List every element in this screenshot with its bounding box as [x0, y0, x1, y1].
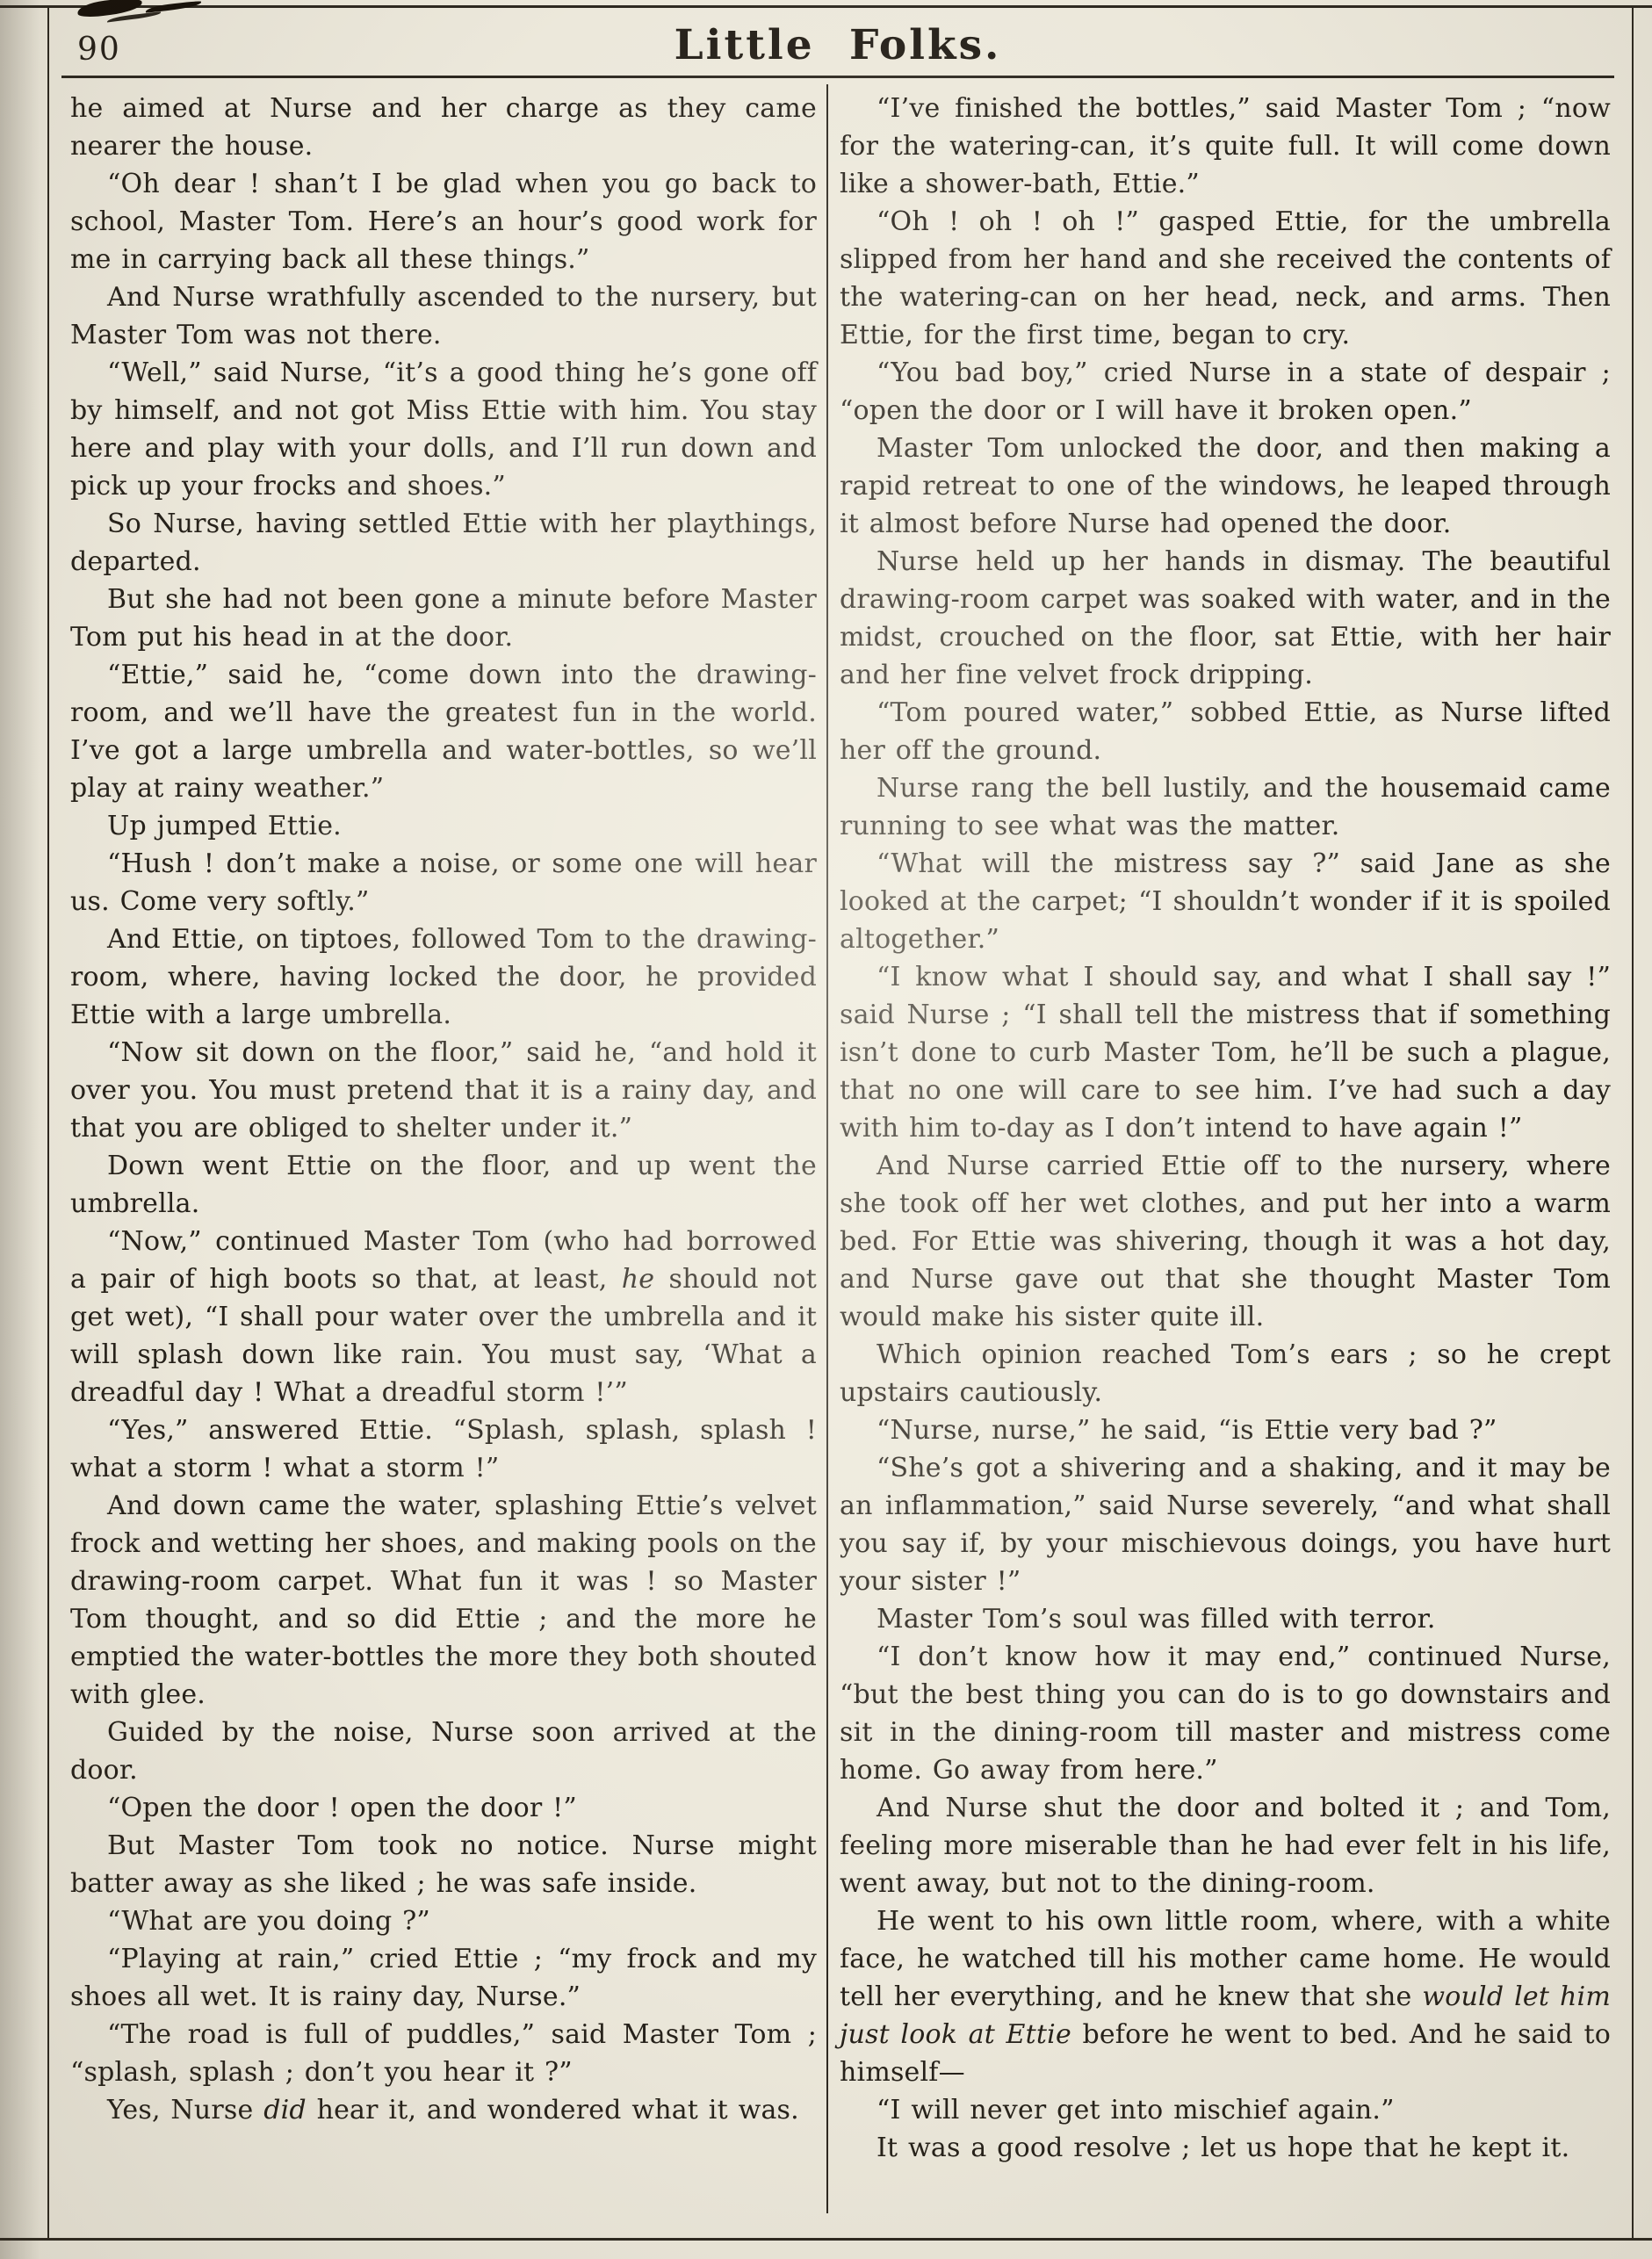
- text-run: “Nurse, nurse,” he said, “is Ettie very bad ?”: [876, 1415, 1497, 1446]
- emphasized-text: did: [263, 2095, 307, 2125]
- story-paragraph: [840, 694, 1611, 769]
- text-run: Yes, Nurse: [107, 2095, 264, 2125]
- text-run: “I will never get into mischief again.”: [876, 2095, 1395, 2125]
- page-title: Little Folks.: [674, 21, 1002, 69]
- text-run: “Hush ! don’t make a noise, or some one will hear us. Come very softly.”: [70, 848, 817, 917]
- story-paragraph: [70, 354, 817, 505]
- story-paragraph: [70, 2016, 817, 2091]
- text-run: “She’s got a shivering and a shaking, and it may be an inflammation,” said Nurse severely, “and what shall you say if, by your mischievous doings, you have hurt your sister !”: [840, 1453, 1611, 1597]
- story-paragraph: [840, 1902, 1611, 2091]
- story-paragraph: [70, 1487, 817, 1714]
- text-run: “Yes,” answered Ettie. “Splash, splash, splash ! what a storm ! what a storm !”: [70, 1415, 817, 1483]
- text-run: Which opinion reached Tom’s ears ; so he crept upstairs cautiously.: [840, 1339, 1611, 1408]
- text-run: Nurse rang the bell lustily, and the housemaid came running to see what was the matter.: [840, 773, 1611, 841]
- text-run: And down came the water, splashing Ettie’s velvet frock and wetting her shoes, and making pools on the drawing-room carpet. What fun it was ! so Master Tom thought, and so did Ettie ; and the more he emptied the water-bottles the more they both shouted with glee.: [70, 1490, 817, 1710]
- text-run: hear it, and wondered what it was.: [306, 2095, 799, 2125]
- story-paragraph: [70, 1714, 817, 1789]
- story-paragraph: [840, 354, 1611, 429]
- page-frame-left-rule: [47, 5, 49, 2241]
- page-frame-right-rule: [1632, 5, 1634, 2241]
- text-run: And Nurse wrathfully ascended to the nursery, but Master Tom was not there.: [70, 282, 817, 350]
- text-run: “Open the door ! open the door !”: [107, 1793, 577, 1823]
- emphasized-text: he: [621, 1264, 655, 1295]
- story-paragraph: [70, 656, 817, 807]
- text-run: Down went Ettie on the floor, and up went the umbrella.: [70, 1151, 817, 1219]
- story-paragraph: [840, 429, 1611, 543]
- text-run: “Now,” continued Master Tom (who had borrowed a pair of high boots so that, at least,: [70, 1226, 817, 1295]
- story-paragraph: [840, 1600, 1611, 1638]
- text-run: But she had not been gone a minute before Master Tom put his head in at the door.: [70, 584, 817, 653]
- story-paragraph: [70, 1789, 817, 1827]
- story-paragraph: [840, 2091, 1611, 2129]
- text-run: So Nurse, having settled Ettie with her playthings, departed.: [70, 509, 817, 577]
- text-run: Master Tom unlocked the door, and then making a rapid retreat to one of the windows, he leaped through it almost before Nurse had opened the door.: [840, 433, 1611, 539]
- story-paragraph: [840, 203, 1611, 354]
- text-run: “What will the mistress say ?” said Jane as she looked at the carpet; “I shouldn’t wonder if it is spoiled altogether.”: [840, 848, 1611, 955]
- text-run: Master Tom’s soul was filled with terror.: [876, 1604, 1436, 1635]
- header-rule: [61, 76, 1614, 78]
- story-paragraph: [70, 1411, 817, 1487]
- story-paragraph: [70, 1034, 817, 1147]
- story-paragraph: [70, 920, 817, 1034]
- story-paragraph: [840, 543, 1611, 694]
- story-paragraph: [70, 581, 817, 656]
- story-paragraph: [840, 2129, 1611, 2167]
- story-paragraph: [840, 1147, 1611, 1336]
- story-paragraph: [70, 1902, 817, 1940]
- story-paragraph: [70, 1827, 817, 1902]
- text-run: “Ettie,” said he, “come down into the drawing-room, and we’ll have the greatest fun in the world. I’ve got a large umbrella and water-bottles, so we’ll play at rainy weather.”: [70, 660, 817, 804]
- story-paragraph: [70, 807, 817, 845]
- text-run: “Tom poured water,” sobbed Ettie, as Nurse lifted her off the ground.: [840, 697, 1611, 766]
- text-run: “Oh dear ! shan’t I be glad when you go back to school, Master Tom. Here’s an hour’s good work for me in carrying back all these things.”: [70, 169, 817, 275]
- text-run: Up jumped Ettie.: [107, 811, 342, 841]
- text-run: “Now sit down on the floor,” said he, “and hold it over you. You must pretend that it is a rainy day, and that you are obliged to shelter under it.”: [70, 1037, 817, 1144]
- page-frame-bottom-rule: [0, 2238, 1652, 2241]
- story-column-left: [70, 90, 817, 2129]
- text-run: “What are you doing ?”: [107, 1906, 430, 1937]
- story-paragraph: [840, 1638, 1611, 1789]
- text-run: “I know what I should say, and what I shall say !” said Nurse ; “I shall tell the mistress that if something isn’t done to curb Master Tom, he’ll be such a plague, that no one will care to see him. I’ve had such a day with him to-day as I don’t intend to have again !”: [840, 962, 1611, 1144]
- story-paragraph: [70, 845, 817, 920]
- ink-smudge: [76, 0, 143, 18]
- text-run: He went to his own little room, where, with a white face, he watched till his mother came home. He would tell her everything, and he knew that she: [840, 1906, 1611, 2012]
- text-run: And Nurse carried Ettie off to the nursery, where she took off her wet clothes, and put her into a warm bed. For Ettie was shivering, though it was a hot day, and Nurse gave out that she thought Master Tom would make his sister quite ill.: [840, 1151, 1611, 1332]
- story-paragraph: [840, 1336, 1611, 1411]
- story-paragraph: [840, 958, 1611, 1147]
- story-paragraph: [840, 1789, 1611, 1902]
- story-column-right: [840, 90, 1611, 2167]
- text-run: “I’ve finished the bottles,” said Master Tom ; “now for the watering-can, it’s quite full. It will come down like a shower-bath, Ettie.”: [840, 93, 1611, 199]
- text-run: “Playing at rain,” cried Ettie ; “my frock and my shoes all wet. It is rainy day, Nurse.”: [70, 1944, 817, 2012]
- story-paragraph: [840, 769, 1611, 845]
- text-run: But Master Tom took no notice. Nurse might batter away as she liked ; he was safe inside.: [70, 1830, 817, 1899]
- text-run: “You bad boy,” cried Nurse in a state of despair ; “open the door or I will have it broken open.”: [840, 357, 1611, 426]
- text-run: Nurse held up her hands in dismay. The beautiful drawing-room carpet was soaked with water, and in the midst, crouched on the floor, sat Ettie, with her hair and her fine velvet frock dripping.: [840, 546, 1611, 690]
- story-columns: [70, 90, 1612, 2215]
- story-paragraph: [70, 1147, 817, 1223]
- text-run: “Oh ! oh ! oh !” gasped Ettie, for the umbrella slipped from her hand and she received the contents of the watering-can on her head, neck, and arms. Then Ettie, for the first time, began to cry.: [840, 206, 1611, 350]
- story-paragraph: [70, 1223, 817, 1411]
- text-run: And Nurse shut the door and bolted it ; and Tom, feeling more miserable than he had ever felt in his life, went away, but not to the dining-room.: [840, 1793, 1611, 1899]
- text-run: “The road is full of puddles,” said Master Tom ; “splash, splash ; don’t you hear it ?”: [70, 2019, 817, 2088]
- text-run: “Well,” said Nurse, “it’s a good thing he’s gone off by himself, and not got Miss Ettie with him. You stay here and play with your dolls, and I’ll run down and pick up your frocks and shoes.”: [70, 357, 817, 502]
- page-number: 90: [77, 32, 121, 68]
- text-run: before he went to bed. And he said to himself—: [840, 2019, 1611, 2088]
- story-paragraph: [70, 165, 817, 278]
- story-paragraph: [840, 1411, 1611, 1449]
- text-run: “I don’t know how it may end,” continued Nurse, “but the best thing you can do is to go downstairs and sit in the dining-room till master and mistress come home. Go away from here.”: [840, 1642, 1611, 1786]
- story-paragraph: [70, 2091, 817, 2129]
- story-paragraph: [70, 1940, 817, 2016]
- text-run: It was a good resolve ; let us hope that he kept it.: [876, 2133, 1570, 2163]
- story-paragraph: [70, 278, 817, 354]
- text-run: he aimed at Nurse and her charge as they came nearer the house.: [70, 93, 817, 162]
- story-paragraph: [70, 90, 817, 165]
- page-header: [61, 21, 1614, 72]
- page-frame-top-rule: [0, 5, 1652, 8]
- column-divider-rule: [826, 84, 828, 2213]
- text-run: Guided by the noise, Nurse soon arrived at the door.: [70, 1717, 817, 1786]
- story-paragraph: [840, 1449, 1611, 1600]
- story-paragraph: [840, 845, 1611, 958]
- text-run: And Ettie, on tiptoes, followed Tom to the drawing-room, where, having locked the door, he provided Ettie with a large umbrella.: [70, 924, 817, 1030]
- story-paragraph: [840, 90, 1611, 203]
- text-run: should not get wet), “I shall pour water over the umbrella and it will splash down like rain. You must say, ‘What a dreadful day ! What a dreadful storm !’”: [70, 1264, 817, 1408]
- story-paragraph: [70, 505, 817, 581]
- emphasized-text: would let him just look at Ettie: [840, 1981, 1611, 2050]
